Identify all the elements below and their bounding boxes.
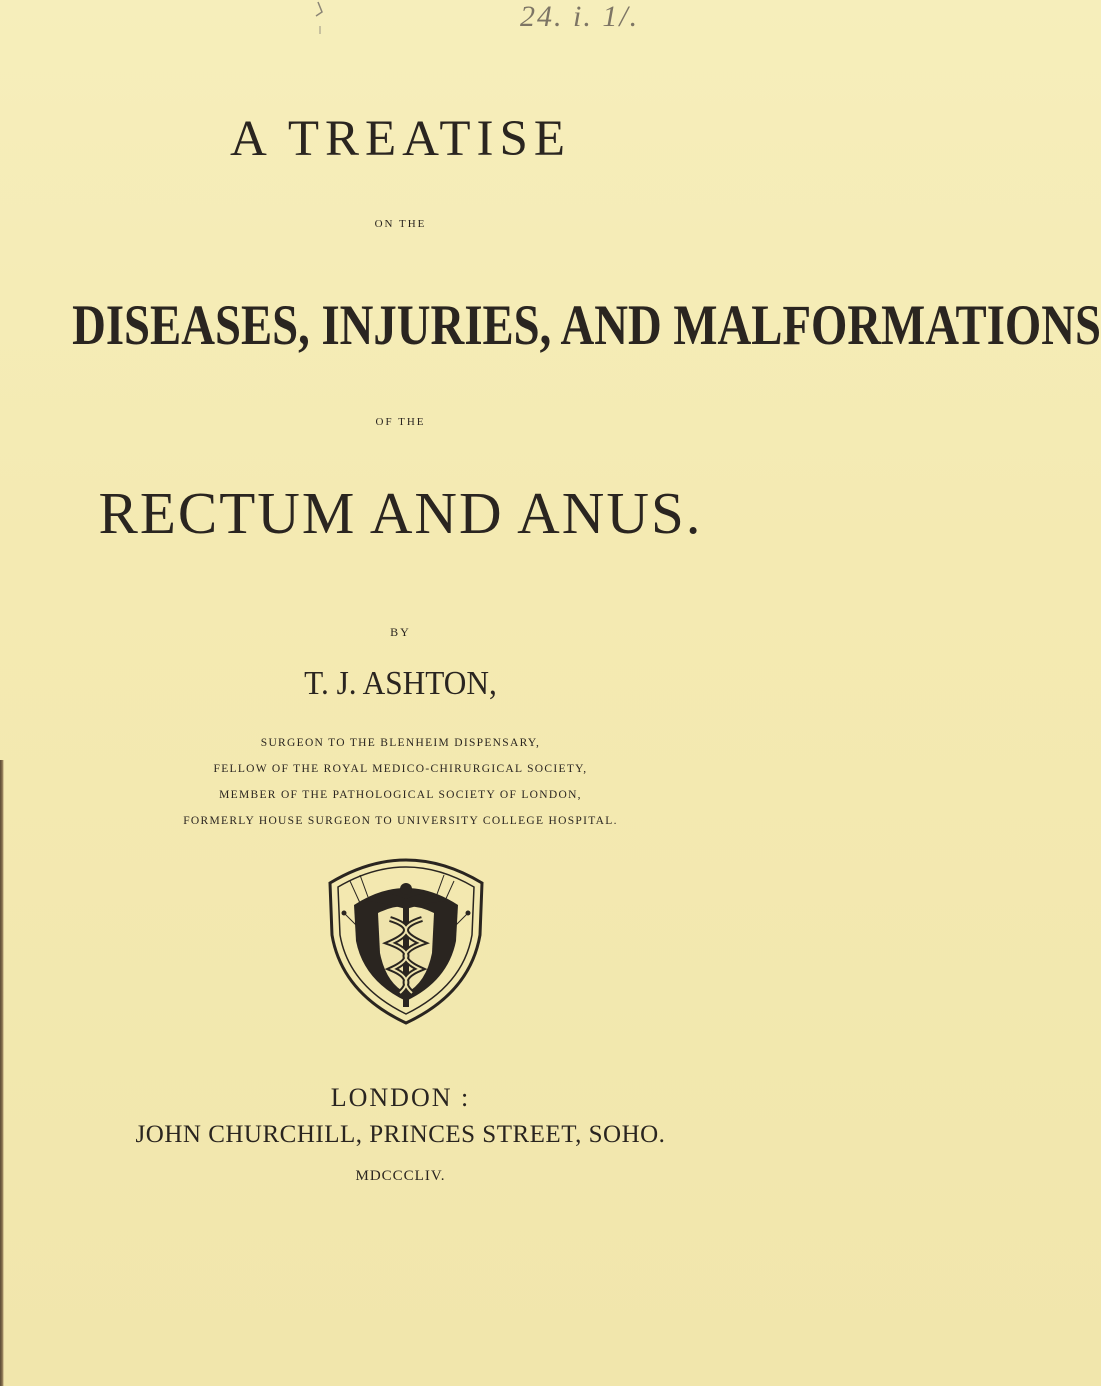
credential-line: MEMBER OF THE PATHOLOGICAL SOCIETY OF LONDON, (219, 789, 582, 801)
credential-line: FORMERLY HOUSE SURGEON TO UNIVERSITY COLLEGE HOSPITAL. (183, 815, 618, 827)
title-on-the: ON THE (374, 218, 427, 230)
imprint-year: MDCCCLIV. (355, 1168, 446, 1184)
author-name: T. J. ASHTON, (304, 665, 497, 702)
imprint-city: LONDON : (330, 1083, 471, 1112)
library-shelfmark: 24. i. 1/. (520, 0, 640, 33)
corner-pencil-mark (312, 0, 332, 40)
caduceus-shield-emblem-icon (320, 843, 492, 1027)
title-treatise: A TREATISE (230, 111, 571, 167)
title-rectum-and-anus: RECTUM AND ANUS. (98, 480, 703, 546)
credential-line: SURGEON TO THE BLENHEIM DISPENSARY, (260, 737, 541, 749)
title-diseases: DISEASES, INJURIES, AND MALFORMATIONS (72, 294, 1101, 357)
title-of-the: OF THE (375, 416, 426, 428)
page-binding-edge (0, 760, 4, 1386)
imprint-publisher: JOHN CHURCHILL, PRINCES STREET, SOHO. (135, 1121, 666, 1148)
author-credentials (0, 730, 801, 834)
credential-line: FELLOW OF THE ROYAL MEDICO-CHIRURGICAL SOCIETY, (213, 763, 588, 775)
byline-by: BY (390, 625, 411, 639)
